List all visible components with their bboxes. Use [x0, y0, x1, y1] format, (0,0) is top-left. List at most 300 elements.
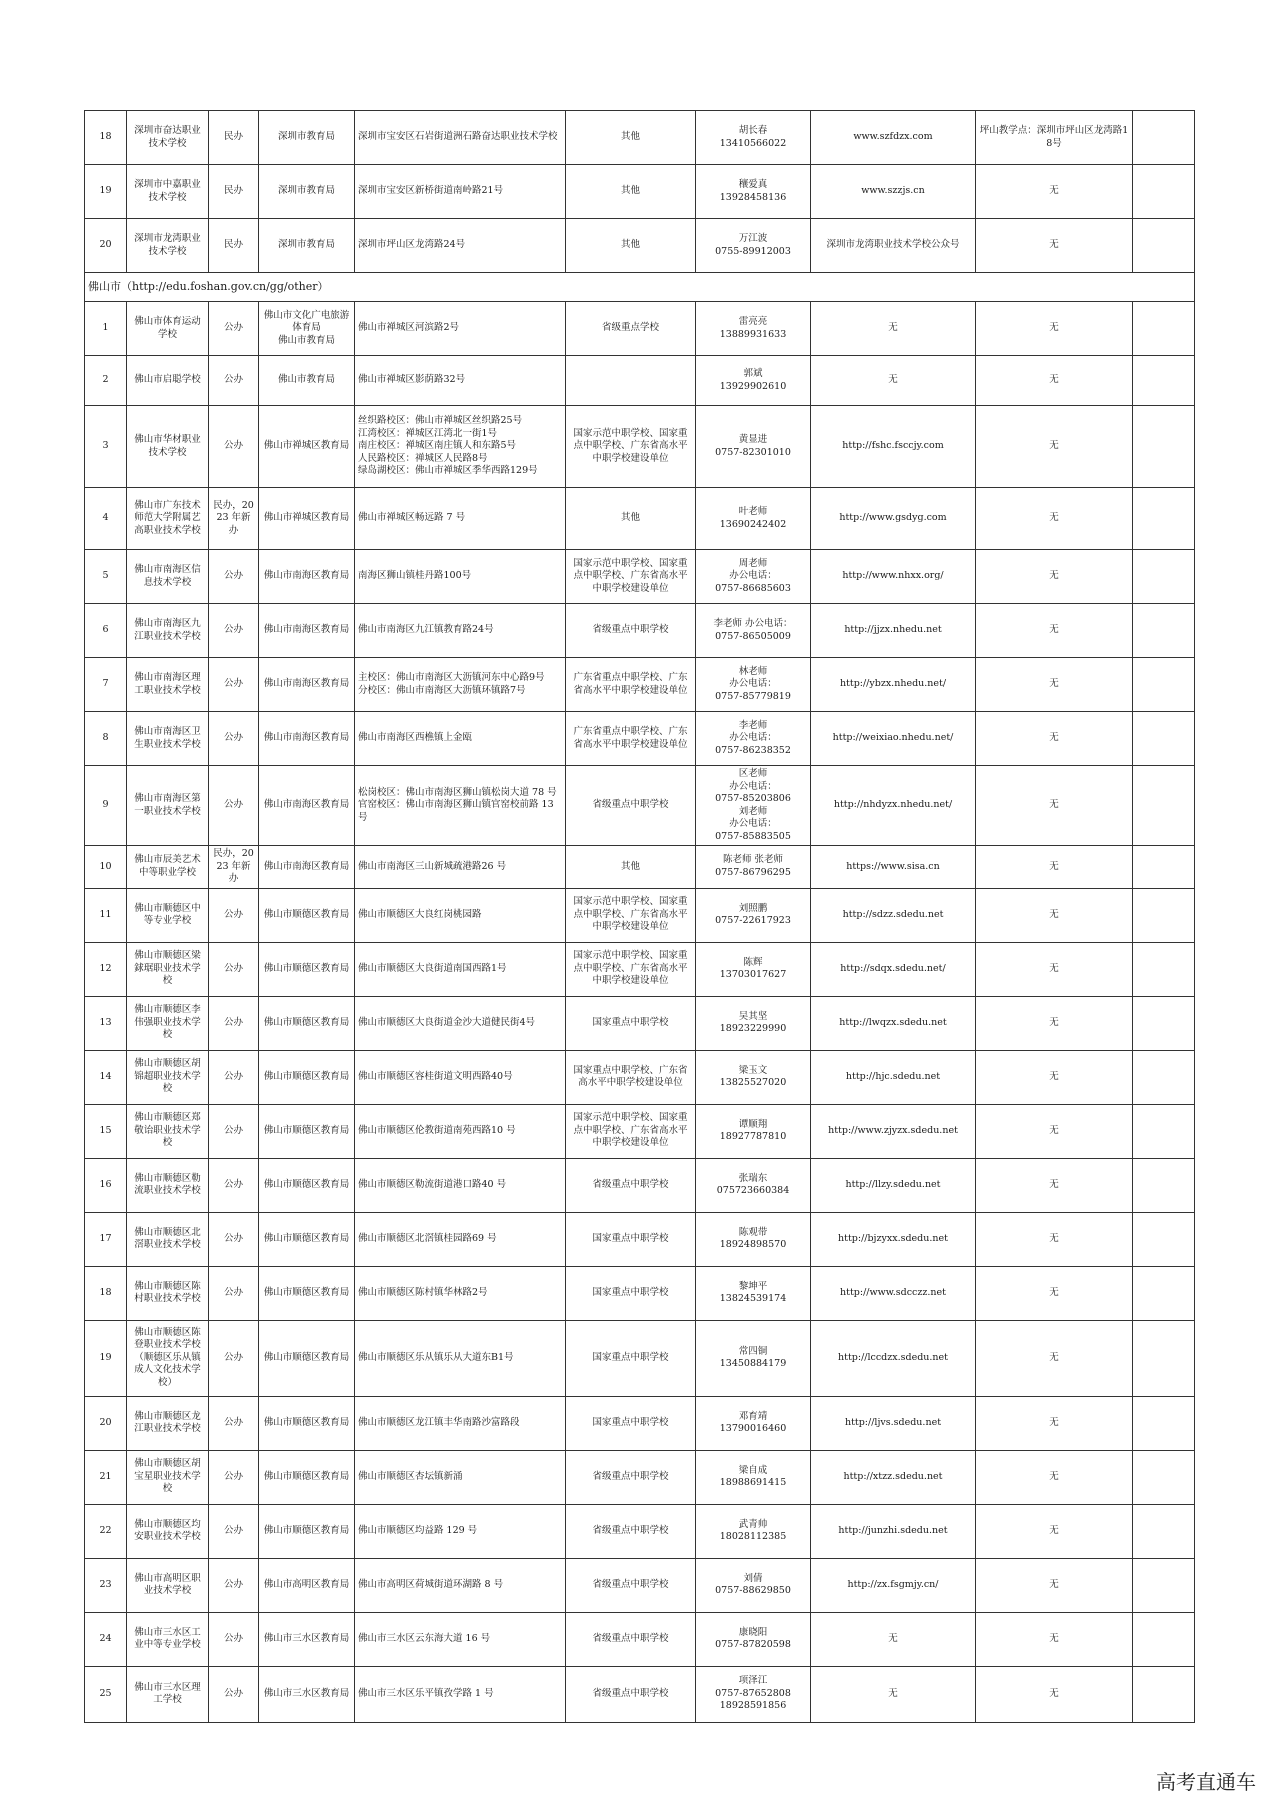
- note-cell: 无: [976, 488, 1133, 550]
- school-table: [84, 110, 1195, 1723]
- address-cell: 佛山市顺德区北滘镇桂园路69 号: [355, 1212, 566, 1266]
- school-type-cell: 民办: [209, 111, 259, 165]
- row-number-cell: 5: [85, 550, 127, 604]
- row-number-cell: 2: [85, 356, 127, 406]
- website-cell[interactable]: http://sdqx.sdedu.net/: [811, 942, 976, 996]
- row-number-cell: 14: [85, 1050, 127, 1104]
- table-row: [85, 165, 1195, 219]
- authority-cell: 佛山市教育局: [259, 356, 355, 406]
- table-row: [85, 111, 1195, 165]
- school-name-cell: 佛山市南海区第一职业技术学校: [127, 766, 209, 846]
- row-number-cell: 7: [85, 658, 127, 712]
- website-cell[interactable]: http://lccdzx.sdedu.net: [811, 1320, 976, 1396]
- school-type-cell: 公办: [209, 1050, 259, 1104]
- row-number-cell: 19: [85, 1320, 127, 1396]
- address-cell: 主校区：佛山市南海区大沥镇河东中心路9号 分校区：佛山市南海区大沥镇环镇路7号: [355, 658, 566, 712]
- school-type-cell: 公办: [209, 888, 259, 942]
- website-cell[interactable]: http://www.sdcczz.net: [811, 1266, 976, 1320]
- address-cell: 佛山市顺德区大良红岗桃园路: [355, 888, 566, 942]
- address-cell: 丝织路校区：佛山市禅城区丝织路25号 江湾校区：禅城区江湾北一街1号 南庄校区：禅城区南庄镇人和东路5号 人民路校区：禅城区人民路8号 绿岛湖校区：佛山市禅城区季华西路129号: [355, 406, 566, 488]
- contact-cell: 梁自成 18988691415: [696, 1450, 811, 1504]
- school-type-cell: 公办: [209, 658, 259, 712]
- row-number-cell: 13: [85, 996, 127, 1050]
- contact-cell: 陈观带 18924898570: [696, 1212, 811, 1266]
- note-cell: 无: [976, 165, 1133, 219]
- contact-cell: 黄显进 0757-82301010: [696, 406, 811, 488]
- school-name-cell: 深圳市中嘉职业技术学校: [127, 165, 209, 219]
- website-cell[interactable]: http://ybzx.nhedu.net/: [811, 658, 976, 712]
- address-cell: 佛山市三水区云东海大道 16 号: [355, 1612, 566, 1666]
- row-number-cell: 9: [85, 766, 127, 846]
- school-level-cell: 省级重点中职学校: [566, 1612, 696, 1666]
- school-level-cell: 省级重点中职学校: [566, 1666, 696, 1722]
- authority-cell: 佛山市顺德区教育局: [259, 942, 355, 996]
- empty-cell: [1133, 1050, 1195, 1104]
- table-row: [85, 846, 1195, 889]
- contact-cell: 区老师 办公电话： 0757-85203806 刘老师 办公电话： 0757-85883505: [696, 766, 811, 846]
- empty-cell: [1133, 1612, 1195, 1666]
- authority-cell: 佛山市顺德区教育局: [259, 1320, 355, 1396]
- school-name-cell: 佛山市顺德区李伟强职业技术学校: [127, 996, 209, 1050]
- note-cell: 无: [976, 302, 1133, 356]
- empty-cell: [1133, 996, 1195, 1050]
- table-row: [85, 356, 1195, 406]
- empty-cell: [1133, 712, 1195, 766]
- note-cell: 无: [976, 942, 1133, 996]
- school-type-cell: 公办: [209, 1158, 259, 1212]
- address-cell: 佛山市南海区西樵镇上金瓯: [355, 712, 566, 766]
- contact-cell: 叶老师 13690242402: [696, 488, 811, 550]
- row-number-cell: 20: [85, 1396, 127, 1450]
- authority-cell: 佛山市三水区教育局: [259, 1612, 355, 1666]
- table-row: [85, 1612, 1195, 1666]
- contact-cell: 张瑞东 075723660384: [696, 1158, 811, 1212]
- empty-cell: [1133, 1558, 1195, 1612]
- website-cell[interactable]: http://xtzz.sdedu.net: [811, 1450, 976, 1504]
- school-type-cell: 公办: [209, 302, 259, 356]
- school-name-cell: 佛山市辰美艺术中等职业学校: [127, 846, 209, 889]
- note-cell: 无: [976, 1396, 1133, 1450]
- website-cell[interactable]: http://www.nhxx.org/: [811, 550, 976, 604]
- school-type-cell: 民办: [209, 165, 259, 219]
- empty-cell: [1133, 766, 1195, 846]
- school-type-cell: 公办: [209, 1396, 259, 1450]
- school-level-cell: 省级重点中职学校: [566, 1158, 696, 1212]
- school-type-cell: 民办: [209, 219, 259, 273]
- school-level-cell: 省级重点中职学校: [566, 1504, 696, 1558]
- school-name-cell: 佛山市顺德区陈村职业技术学校: [127, 1266, 209, 1320]
- empty-cell: [1133, 1396, 1195, 1450]
- contact-cell: 周老师 办公电话： 0757-86685603: [696, 550, 811, 604]
- note-cell: 无: [976, 996, 1133, 1050]
- school-type-cell: 公办: [209, 942, 259, 996]
- school-type-cell: 公办: [209, 1558, 259, 1612]
- authority-cell: 深圳市教育局: [259, 111, 355, 165]
- school-type-cell: 公办: [209, 996, 259, 1050]
- website-cell[interactable]: http://www.zjyzx.sdedu.net: [811, 1104, 976, 1158]
- note-cell: 无: [976, 846, 1133, 889]
- table-row: [85, 1104, 1195, 1158]
- school-level-cell: 国家重点中职学校、广东省高水平中职学校建设单位: [566, 1050, 696, 1104]
- school-name-cell: 佛山市南海区卫生职业技术学校: [127, 712, 209, 766]
- website-cell[interactable]: http://llzy.sdedu.net: [811, 1158, 976, 1212]
- authority-cell: 佛山市禅城区教育局: [259, 488, 355, 550]
- contact-cell: 邓育靖 13790016460: [696, 1396, 811, 1450]
- table-row: [85, 712, 1195, 766]
- school-level-cell: 省级重点中职学校: [566, 604, 696, 658]
- contact-cell: 李老师 办公电话： 0757-86238352: [696, 712, 811, 766]
- note-cell: 无: [976, 1558, 1133, 1612]
- school-name-cell: 佛山市高明区职业技术学校: [127, 1558, 209, 1612]
- table-row: [85, 1666, 1195, 1722]
- address-cell: 深圳市坪山区龙湾路24号: [355, 219, 566, 273]
- school-type-cell: 公办: [209, 712, 259, 766]
- section-header: [85, 273, 1195, 302]
- note-cell: 坪山教学点：深圳市坪山区龙湾路18号: [976, 111, 1133, 165]
- row-number-cell: 23: [85, 1558, 127, 1612]
- school-type-cell: 民办，2023 年新办: [209, 846, 259, 889]
- school-level-cell: 国家示范中职学校、国家重点中职学校、广东省高水平中职学校建设单位: [566, 550, 696, 604]
- note-cell: 无: [976, 550, 1133, 604]
- authority-cell: 佛山市南海区教育局: [259, 712, 355, 766]
- school-level-cell: 省级重点中职学校: [566, 766, 696, 846]
- row-number-cell: 15: [85, 1104, 127, 1158]
- school-level-cell: 国家示范中职学校、国家重点中职学校、广东省高水平中职学校建设单位: [566, 1104, 696, 1158]
- school-level-cell: 国家示范中职学校、国家重点中职学校、广东省高水平中职学校建设单位: [566, 888, 696, 942]
- contact-cell: 李老师 办公电话： 0757-86505009: [696, 604, 811, 658]
- address-cell: 深圳市宝安区新桥街道南岭路21号: [355, 165, 566, 219]
- authority-cell: 佛山市南海区教育局: [259, 550, 355, 604]
- table-row: [85, 1450, 1195, 1504]
- authority-cell: 佛山市顺德区教育局: [259, 888, 355, 942]
- address-cell: 南海区狮山镇桂丹路100号: [355, 550, 566, 604]
- empty-cell: [1133, 604, 1195, 658]
- contact-cell: 林老师 办公电话： 0757-85779819: [696, 658, 811, 712]
- school-type-cell: 公办: [209, 1666, 259, 1722]
- school-name-cell: 佛山市三水区工业中等专业学校: [127, 1612, 209, 1666]
- school-level-cell: 国家重点中职学校: [566, 1266, 696, 1320]
- note-cell: 无: [976, 1104, 1133, 1158]
- authority-cell: 深圳市教育局: [259, 219, 355, 273]
- website-cell[interactable]: http://weixiao.nhedu.net/: [811, 712, 976, 766]
- contact-cell: 刘照鹏 0757-22617923: [696, 888, 811, 942]
- school-type-cell: 公办: [209, 406, 259, 488]
- contact-cell: 雷亮亮 13889931633: [696, 302, 811, 356]
- table-row: [85, 1504, 1195, 1558]
- table-row: [85, 302, 1195, 356]
- contact-cell: 刘倩 0757-88629850: [696, 1558, 811, 1612]
- school-name-cell: 佛山市顺德区胡宝星职业技术学校: [127, 1450, 209, 1504]
- authority-cell: 佛山市顺德区教育局: [259, 1212, 355, 1266]
- contact-cell: 胡长春 13410566022: [696, 111, 811, 165]
- school-name-cell: 佛山市顺德区勒流职业技术学校: [127, 1158, 209, 1212]
- contact-cell: 陈老师 张老师 0757-86796295: [696, 846, 811, 889]
- address-cell: 佛山市顺德区陈村镇华林路2号: [355, 1266, 566, 1320]
- authority-cell: 佛山市三水区教育局: [259, 1666, 355, 1722]
- website-cell[interactable]: http://sdzz.sdedu.net: [811, 888, 976, 942]
- table-row: [85, 1266, 1195, 1320]
- authority-cell: 佛山市顺德区教育局: [259, 996, 355, 1050]
- address-cell: 佛山市禅城区畅远路 7 号: [355, 488, 566, 550]
- row-number-cell: 21: [85, 1450, 127, 1504]
- address-cell: 佛山市顺德区伦教街道南苑西路10 号: [355, 1104, 566, 1158]
- row-number-cell: 11: [85, 888, 127, 942]
- empty-cell: [1133, 658, 1195, 712]
- school-name-cell: 佛山市顺德区北滘职业技术学校: [127, 1212, 209, 1266]
- school-level-cell: 国家示范中职学校、国家重点中职学校、广东省高水平中职学校建设单位: [566, 406, 696, 488]
- website-cell[interactable]: http://lwqzx.sdedu.net: [811, 996, 976, 1050]
- school-type-cell: 公办: [209, 1504, 259, 1558]
- contact-cell: 陈辉 13703017627: [696, 942, 811, 996]
- school-name-cell: 佛山市南海区九江职业技术学校: [127, 604, 209, 658]
- note-cell: 无: [976, 604, 1133, 658]
- address-cell: 佛山市顺德区乐从镇乐从大道东B1号: [355, 1320, 566, 1396]
- empty-cell: [1133, 406, 1195, 488]
- contact-cell: 常四铜 13450884179: [696, 1320, 811, 1396]
- empty-cell: [1133, 165, 1195, 219]
- address-cell: 佛山市顺德区大良街道南国西路1号: [355, 942, 566, 996]
- school-name-cell: 佛山市顺德区梁銶琚职业技术学校: [127, 942, 209, 996]
- empty-cell: [1133, 1158, 1195, 1212]
- school-level-cell: [566, 356, 696, 406]
- row-number-cell: 1: [85, 302, 127, 356]
- website-cell[interactable]: http://jjzx.nhedu.net: [811, 604, 976, 658]
- school-name-cell: 佛山市顺德区均安职业技术学校: [127, 1504, 209, 1558]
- empty-cell: [1133, 1266, 1195, 1320]
- table-row: [85, 604, 1195, 658]
- website-cell[interactable]: 无: [811, 356, 976, 406]
- school-level-cell: 省级重点中职学校: [566, 1558, 696, 1612]
- row-number-cell: 17: [85, 1212, 127, 1266]
- note-cell: 无: [976, 888, 1133, 942]
- website-cell[interactable]: www.szfdzx.com: [811, 111, 976, 165]
- note-cell: 无: [976, 712, 1133, 766]
- note-cell: 无: [976, 1320, 1133, 1396]
- note-cell: 无: [976, 1450, 1133, 1504]
- contact-cell: 谭顺翔 18927787810: [696, 1104, 811, 1158]
- empty-cell: [1133, 1450, 1195, 1504]
- address-cell: 佛山市南海区九江镇教育路24号: [355, 604, 566, 658]
- empty-cell: [1133, 550, 1195, 604]
- school-type-cell: 民办，2023 年新办: [209, 488, 259, 550]
- table-row: [85, 658, 1195, 712]
- table-row: [85, 550, 1195, 604]
- contact-cell: 穰爱真 13928458136: [696, 165, 811, 219]
- school-type-cell: 公办: [209, 1612, 259, 1666]
- school-name-cell: 佛山市顺德区陈登职业技术学校（顺德区乐从镇成人文化技术学校）: [127, 1320, 209, 1396]
- website-cell[interactable]: http://nhdyzx.nhedu.net/: [811, 766, 976, 846]
- row-number-cell: 25: [85, 1666, 127, 1722]
- website-cell[interactable]: 无: [811, 1612, 976, 1666]
- contact-cell: 梁玉文 13825527020: [696, 1050, 811, 1104]
- note-cell: 无: [976, 766, 1133, 846]
- note-cell: 无: [976, 1504, 1133, 1558]
- school-type-cell: 公办: [209, 1104, 259, 1158]
- note-cell: 无: [976, 1612, 1133, 1666]
- empty-cell: [1133, 219, 1195, 273]
- website-cell[interactable]: https://www.sisa.cn: [811, 846, 976, 889]
- school-level-cell: 国家重点中职学校: [566, 1320, 696, 1396]
- table-row: [85, 219, 1195, 273]
- authority-cell: 佛山市高明区教育局: [259, 1558, 355, 1612]
- school-name-cell: 佛山市顺德区中等专业学校: [127, 888, 209, 942]
- school-name-cell: 佛山市广东技术师范大学附属艺高职业技术学校: [127, 488, 209, 550]
- address-cell: 佛山市顺德区龙江镇丰华南路沙富路段: [355, 1396, 566, 1450]
- table-row: [85, 942, 1195, 996]
- school-name-cell: 佛山市华材职业技术学校: [127, 406, 209, 488]
- authority-cell: 佛山市文化广电旅游体育局 佛山市教育局: [259, 302, 355, 356]
- note-cell: 无: [976, 1158, 1133, 1212]
- table-row: [85, 996, 1195, 1050]
- school-type-cell: 公办: [209, 1212, 259, 1266]
- school-level-cell: 省级重点中职学校: [566, 1450, 696, 1504]
- row-number-cell: 10: [85, 846, 127, 889]
- empty-cell: [1133, 356, 1195, 406]
- authority-cell: 佛山市南海区教育局: [259, 766, 355, 846]
- section-title: 佛山市（http://edu.foshan.gov.cn/gg/other）: [85, 273, 1195, 302]
- table-body: [85, 111, 1195, 1723]
- table-row: [85, 1558, 1195, 1612]
- website-cell[interactable]: http://fshc.fsccjy.com: [811, 406, 976, 488]
- address-cell: 佛山市顺德区均益路 129 号: [355, 1504, 566, 1558]
- school-type-cell: 公办: [209, 604, 259, 658]
- authority-cell: 佛山市顺德区教育局: [259, 1266, 355, 1320]
- address-cell: 松岗校区：佛山市南海区狮山镇松岗大道 78 号 官窑校区：佛山市南海区狮山镇官窑校前路 13 号: [355, 766, 566, 846]
- table-row: [85, 1320, 1195, 1396]
- school-name-cell: 深圳市龙湾职业技术学校: [127, 219, 209, 273]
- school-name-cell: 深圳市奋达职业技术学校: [127, 111, 209, 165]
- school-level-cell: 广东省重点中职学校、广东省高水平中职学校建设单位: [566, 712, 696, 766]
- authority-cell: 佛山市顺德区教育局: [259, 1050, 355, 1104]
- note-cell: 无: [976, 356, 1133, 406]
- row-number-cell: 20: [85, 219, 127, 273]
- school-level-cell: 其他: [566, 219, 696, 273]
- address-cell: 深圳市宝安区石岩街道洲石路奋达职业技术学校: [355, 111, 566, 165]
- website-cell[interactable]: 深圳市龙湾职业技术学校公众号: [811, 219, 976, 273]
- address-cell: 佛山市顺德区容桂街道文明西路40号: [355, 1050, 566, 1104]
- authority-cell: 佛山市禅城区教育局: [259, 406, 355, 488]
- empty-cell: [1133, 1104, 1195, 1158]
- contact-cell: 吴其坚 18923229990: [696, 996, 811, 1050]
- address-cell: 佛山市南海区三山新城疏港路26 号: [355, 846, 566, 889]
- authority-cell: 佛山市顺德区教育局: [259, 1104, 355, 1158]
- school-level-cell: 其他: [566, 488, 696, 550]
- empty-cell: [1133, 1320, 1195, 1396]
- school-type-cell: 公办: [209, 1450, 259, 1504]
- website-cell[interactable]: http://www.gsdyg.com: [811, 488, 976, 550]
- website-cell[interactable]: www.szzjs.cn: [811, 165, 976, 219]
- authority-cell: 佛山市南海区教育局: [259, 846, 355, 889]
- website-cell[interactable]: 无: [811, 1666, 976, 1722]
- empty-cell: [1133, 888, 1195, 942]
- table-row: [85, 1212, 1195, 1266]
- website-cell[interactable]: http://zx.fsgmjy.cn/: [811, 1558, 976, 1612]
- school-level-cell: 广东省重点中职学校、广东省高水平中职学校建设单位: [566, 658, 696, 712]
- note-cell: 无: [976, 658, 1133, 712]
- authority-cell: 佛山市顺德区教育局: [259, 1158, 355, 1212]
- contact-cell: 万江波 0755-89912003: [696, 219, 811, 273]
- row-number-cell: 18: [85, 1266, 127, 1320]
- note-cell: 无: [976, 1666, 1133, 1722]
- website-cell[interactable]: http://bjzyxx.sdedu.net: [811, 1212, 976, 1266]
- school-name-cell: 佛山市顺德区胡锦超职业技术学校: [127, 1050, 209, 1104]
- row-number-cell: 24: [85, 1612, 127, 1666]
- empty-cell: [1133, 942, 1195, 996]
- school-level-cell: 国家示范中职学校、国家重点中职学校、广东省高水平中职学校建设单位: [566, 942, 696, 996]
- school-name-cell: 佛山市南海区理工职业技术学校: [127, 658, 209, 712]
- website-cell[interactable]: 无: [811, 302, 976, 356]
- authority-cell: 佛山市南海区教育局: [259, 604, 355, 658]
- empty-cell: [1133, 302, 1195, 356]
- school-name-cell: 佛山市体育运动学校: [127, 302, 209, 356]
- school-level-cell: 国家重点中职学校: [566, 996, 696, 1050]
- row-number-cell: 16: [85, 1158, 127, 1212]
- empty-cell: [1133, 846, 1195, 889]
- school-name-cell: 佛山市三水区理工学校: [127, 1666, 209, 1722]
- row-number-cell: 6: [85, 604, 127, 658]
- note-cell: 无: [976, 1212, 1133, 1266]
- website-cell[interactable]: http://junzhi.sdedu.net: [811, 1504, 976, 1558]
- contact-cell: 项泽江 0757-87652808 18928591856: [696, 1666, 811, 1722]
- table-row: [85, 1050, 1195, 1104]
- empty-cell: [1133, 1212, 1195, 1266]
- table-row: [85, 406, 1195, 488]
- address-cell: 佛山市三水区乐平镇孜学路 1 号: [355, 1666, 566, 1722]
- authority-cell: 佛山市南海区教育局: [259, 658, 355, 712]
- school-type-cell: 公办: [209, 356, 259, 406]
- note-cell: 无: [976, 219, 1133, 273]
- empty-cell: [1133, 1666, 1195, 1722]
- address-cell: 佛山市高明区荷城街道环湖路 8 号: [355, 1558, 566, 1612]
- contact-cell: 黎坤平 13824539174: [696, 1266, 811, 1320]
- address-cell: 佛山市顺德区杏坛镇新涌: [355, 1450, 566, 1504]
- school-name-cell: 佛山市顺德区龙江职业技术学校: [127, 1396, 209, 1450]
- empty-cell: [1133, 111, 1195, 165]
- school-type-cell: 公办: [209, 550, 259, 604]
- row-number-cell: 18: [85, 111, 127, 165]
- note-cell: 无: [976, 406, 1133, 488]
- authority-cell: 佛山市顺德区教育局: [259, 1396, 355, 1450]
- website-cell[interactable]: http://hjc.sdedu.net: [811, 1050, 976, 1104]
- authority-cell: 佛山市顺德区教育局: [259, 1504, 355, 1558]
- note-cell: 无: [976, 1266, 1133, 1320]
- school-level-cell: 其他: [566, 111, 696, 165]
- school-name-cell: 佛山市南海区信息技术学校: [127, 550, 209, 604]
- school-type-cell: 公办: [209, 766, 259, 846]
- contact-cell: 郭斌 13929902610: [696, 356, 811, 406]
- school-level-cell: 其他: [566, 165, 696, 219]
- empty-cell: [1133, 488, 1195, 550]
- school-level-cell: 省级重点学校: [566, 302, 696, 356]
- authority-cell: 佛山市顺德区教育局: [259, 1450, 355, 1504]
- authority-cell: 深圳市教育局: [259, 165, 355, 219]
- website-cell[interactable]: http://ljvs.sdedu.net: [811, 1396, 976, 1450]
- row-number-cell: 22: [85, 1504, 127, 1558]
- school-type-cell: 公办: [209, 1320, 259, 1396]
- address-cell: 佛山市顺德区大良街道金沙大道健民街4号: [355, 996, 566, 1050]
- address-cell: 佛山市禅城区河滨路2号: [355, 302, 566, 356]
- table-row: [85, 488, 1195, 550]
- table-row: [85, 766, 1195, 846]
- school-level-cell: 国家重点中职学校: [566, 1212, 696, 1266]
- empty-cell: [1133, 1504, 1195, 1558]
- school-level-cell: 国家重点中职学校: [566, 1396, 696, 1450]
- row-number-cell: 8: [85, 712, 127, 766]
- row-number-cell: 3: [85, 406, 127, 488]
- address-cell: 佛山市禅城区影荫路32号: [355, 356, 566, 406]
- school-level-cell: 其他: [566, 846, 696, 889]
- school-name-cell: 佛山市顺德区郑敬诒职业技术学校: [127, 1104, 209, 1158]
